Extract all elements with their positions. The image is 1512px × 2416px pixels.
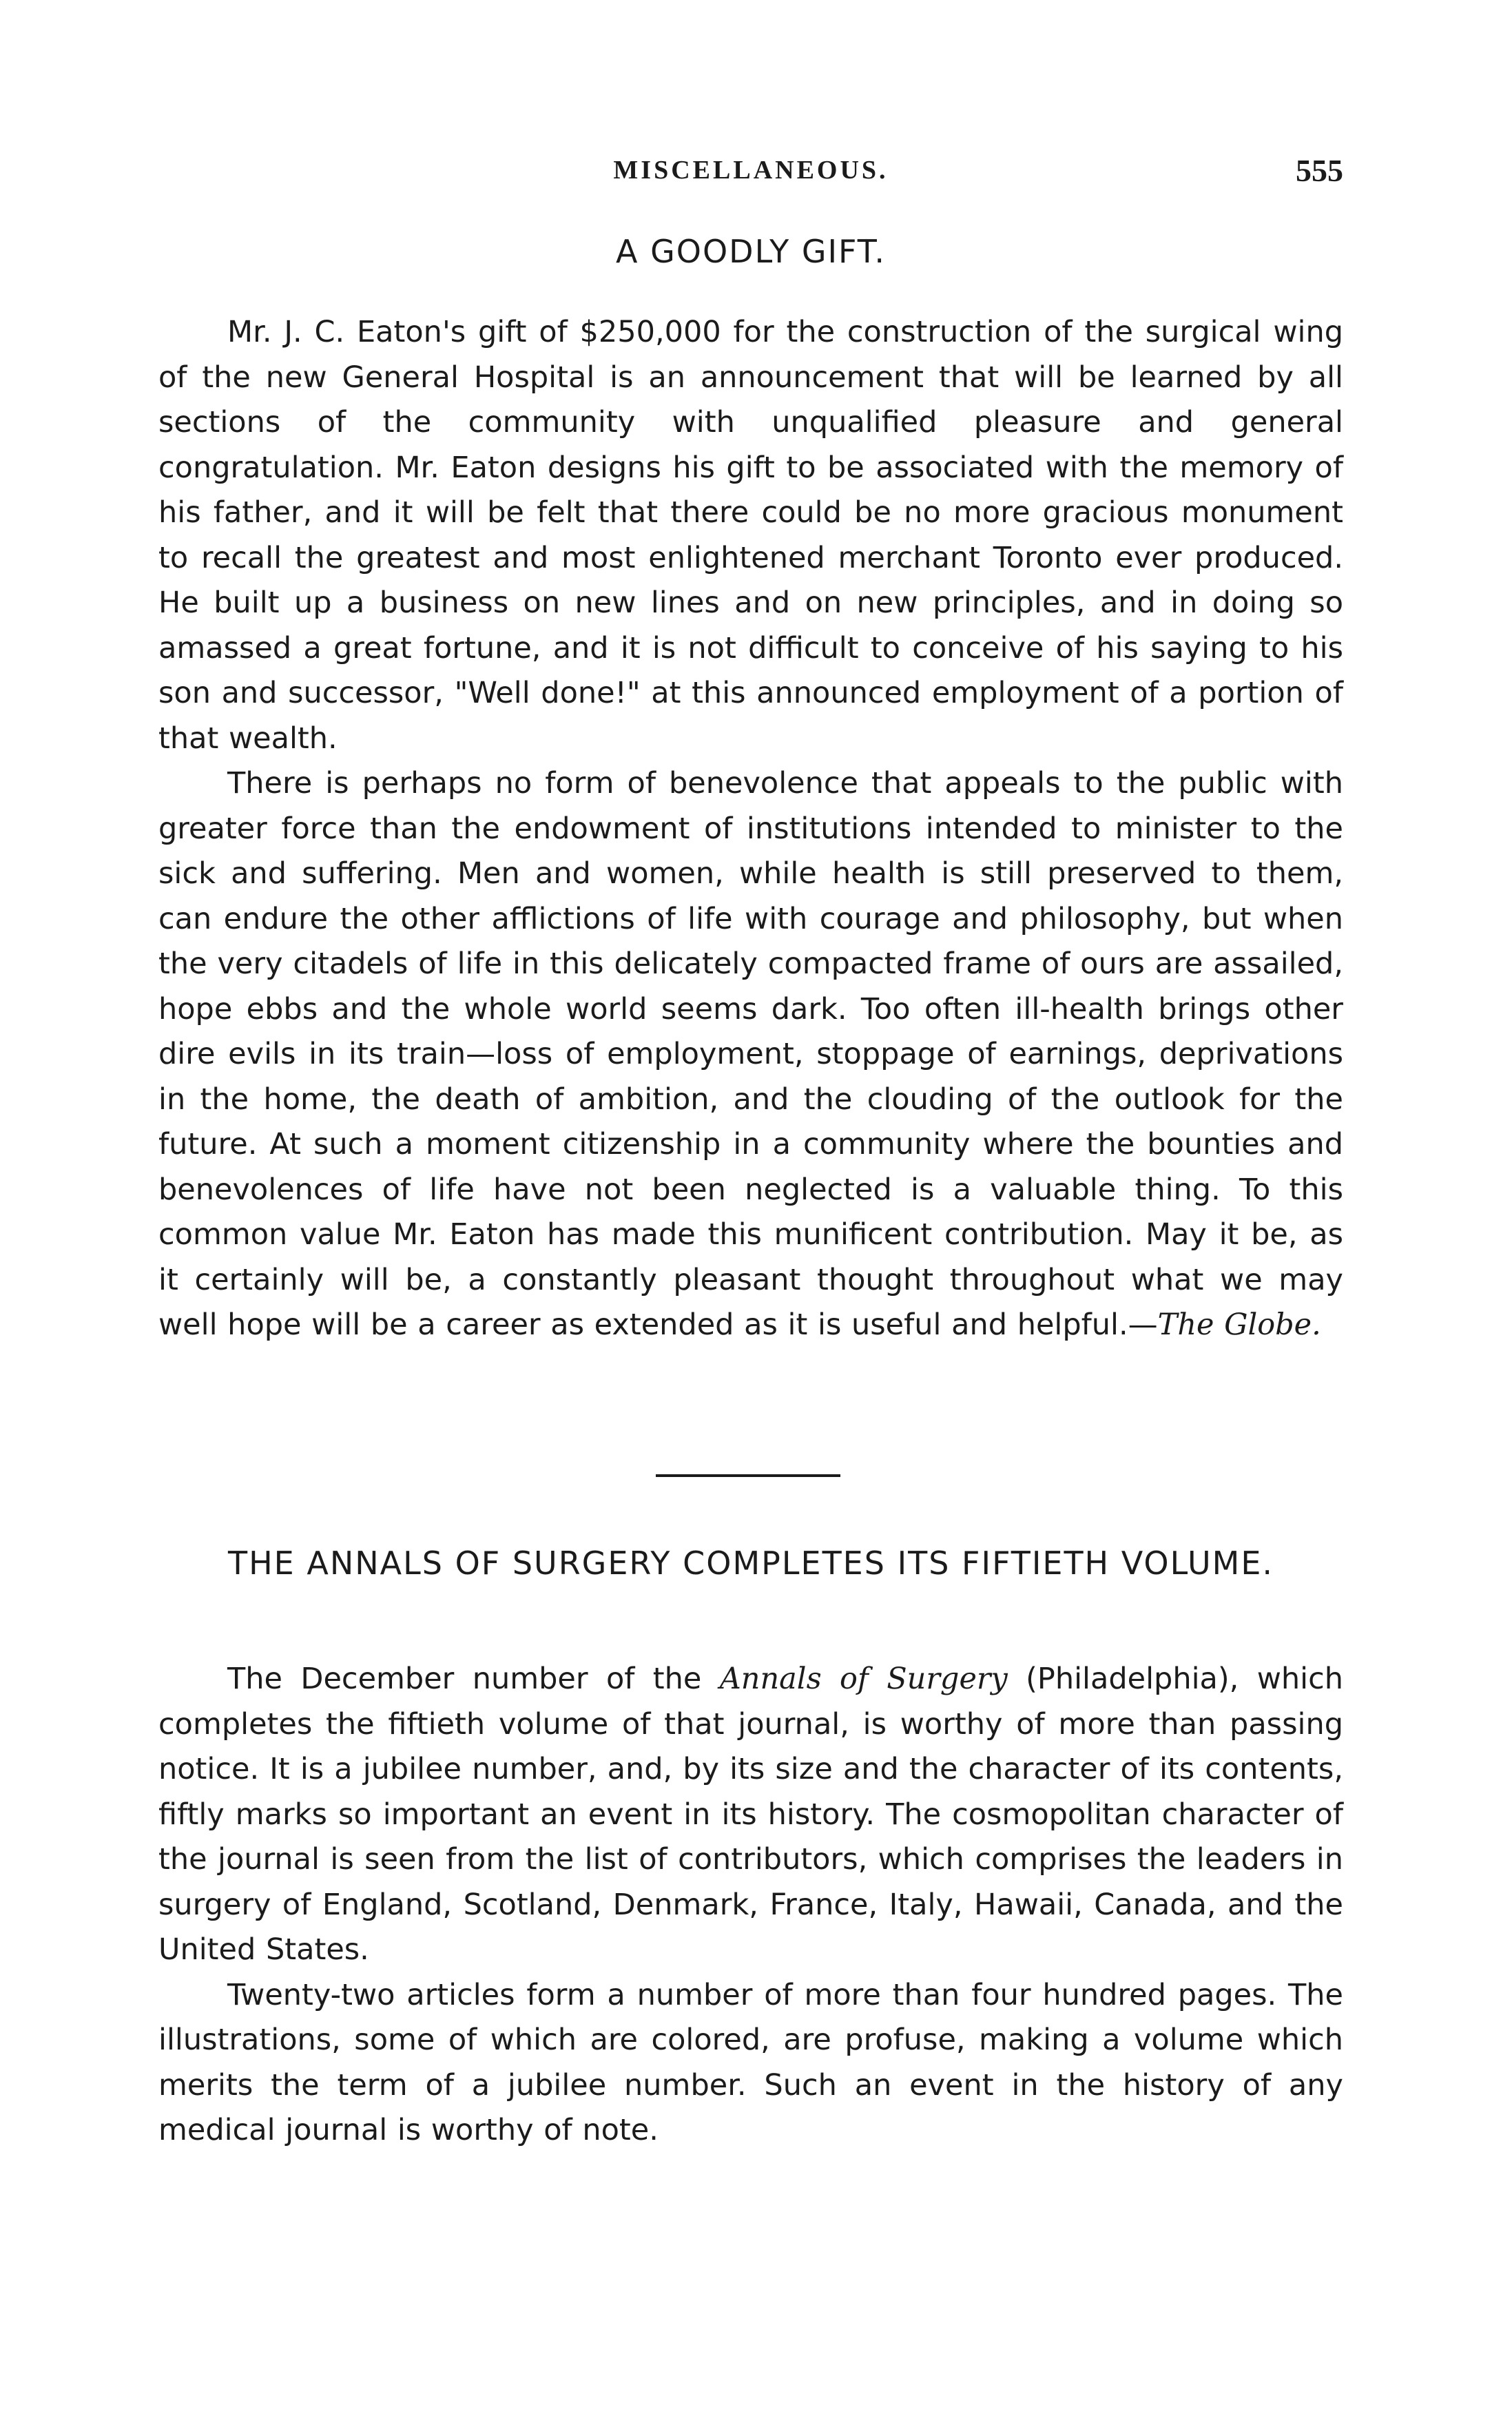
article-1-paragraph-2-text: There is perhaps no form of benevolence that appeals to the public with greater force than the endowment of institutions intended to minister to the sick and suffering. Men and women, while health is still preserved to them, can endure the other afflictions of life with courage and philosophy, but when the very citadels of life in this delicately compacted frame of ours are assailed, hope ebbs and the whole world seems dark. Too often ill-health brings other dire evils in its train—loss of employment, stoppage of earnings, deprivations in the home, the death of ambition, and the clouding of the outlook for the future. At such a moment citizenship in a community where the bounties and benevolences of life have not been neglected is a valuable thing. To this common value Mr. Eaton has made this munificent contribution. May it be, as it certainly will be, a constantly pleasant thought throughout what we may well hope will be a career as extended as it is useful and helpful.— <box>158 766 1343 1342</box>
article-1-paragraph-1: Mr. J. C. Eaton's gift of $250,000 for the construction of the surgical wing of the new General Hospital is an announcement that will be learned by all sections of the community with unqualified pleasure and general congratulation. Mr. Eaton designs his gift to be associated with the memory of his father, and it will be felt that there could be no more gracious monument to recall the greatest and most enlightened merchant Toronto ever produced. He built up a business on new lines and on new principles, and in doing so amassed a great fortune, and it is not difficult to conceive of his saying to his son and successor, "Well done!" at this announced employment of a portion of that wealth. <box>158 315 1343 756</box>
article-1-paragraph-2 <box>158 761 1343 1348</box>
article-1-body <box>158 310 1343 1348</box>
running-header <box>158 155 1343 203</box>
article-2-paragraph-1 <box>158 1657 1343 1973</box>
article-2-body <box>158 1657 1343 2154</box>
journal-title: Annals of Surgery <box>719 1662 1008 1696</box>
article-2-paragraph-1-start: The December number of the <box>227 1662 720 1696</box>
article-1-title: A GOODLY GIFT. <box>616 233 886 270</box>
page-number: 555 <box>1296 153 1343 188</box>
article-2-paragraph-1-end: (Philadelphia), which completes the fiftieth volume of that journal, is worthy of more than passing notice. It is a jubilee number, and, by its size and the character of its contents, fiftly marks so important an event in its history. The cosmopolitan character of the journal is seen from the list of contributors, which comprises the leaders in surgery of England, Scotland, Denmark, France, Italy, Hawaii, Canada, and the United States. <box>158 1662 1343 1967</box>
article-2-paragraph-2: Twenty-two articles form a number of more than four hundred pages. The illustrations, some of which are colored, are profuse, making a volume which merits the term of a jubilee number. Such an event in the history of any medical journal is worthy of note. <box>158 1977 1343 2147</box>
section-divider <box>656 1474 840 1477</box>
running-title: MISCELLANEOUS. <box>613 156 889 185</box>
article-1-source: The Globe. <box>1157 1308 1321 1342</box>
article-2-title: THE ANNALS OF SURGERY COMPLETES ITS FIFTIETH VOLUME. <box>227 1545 1274 1582</box>
